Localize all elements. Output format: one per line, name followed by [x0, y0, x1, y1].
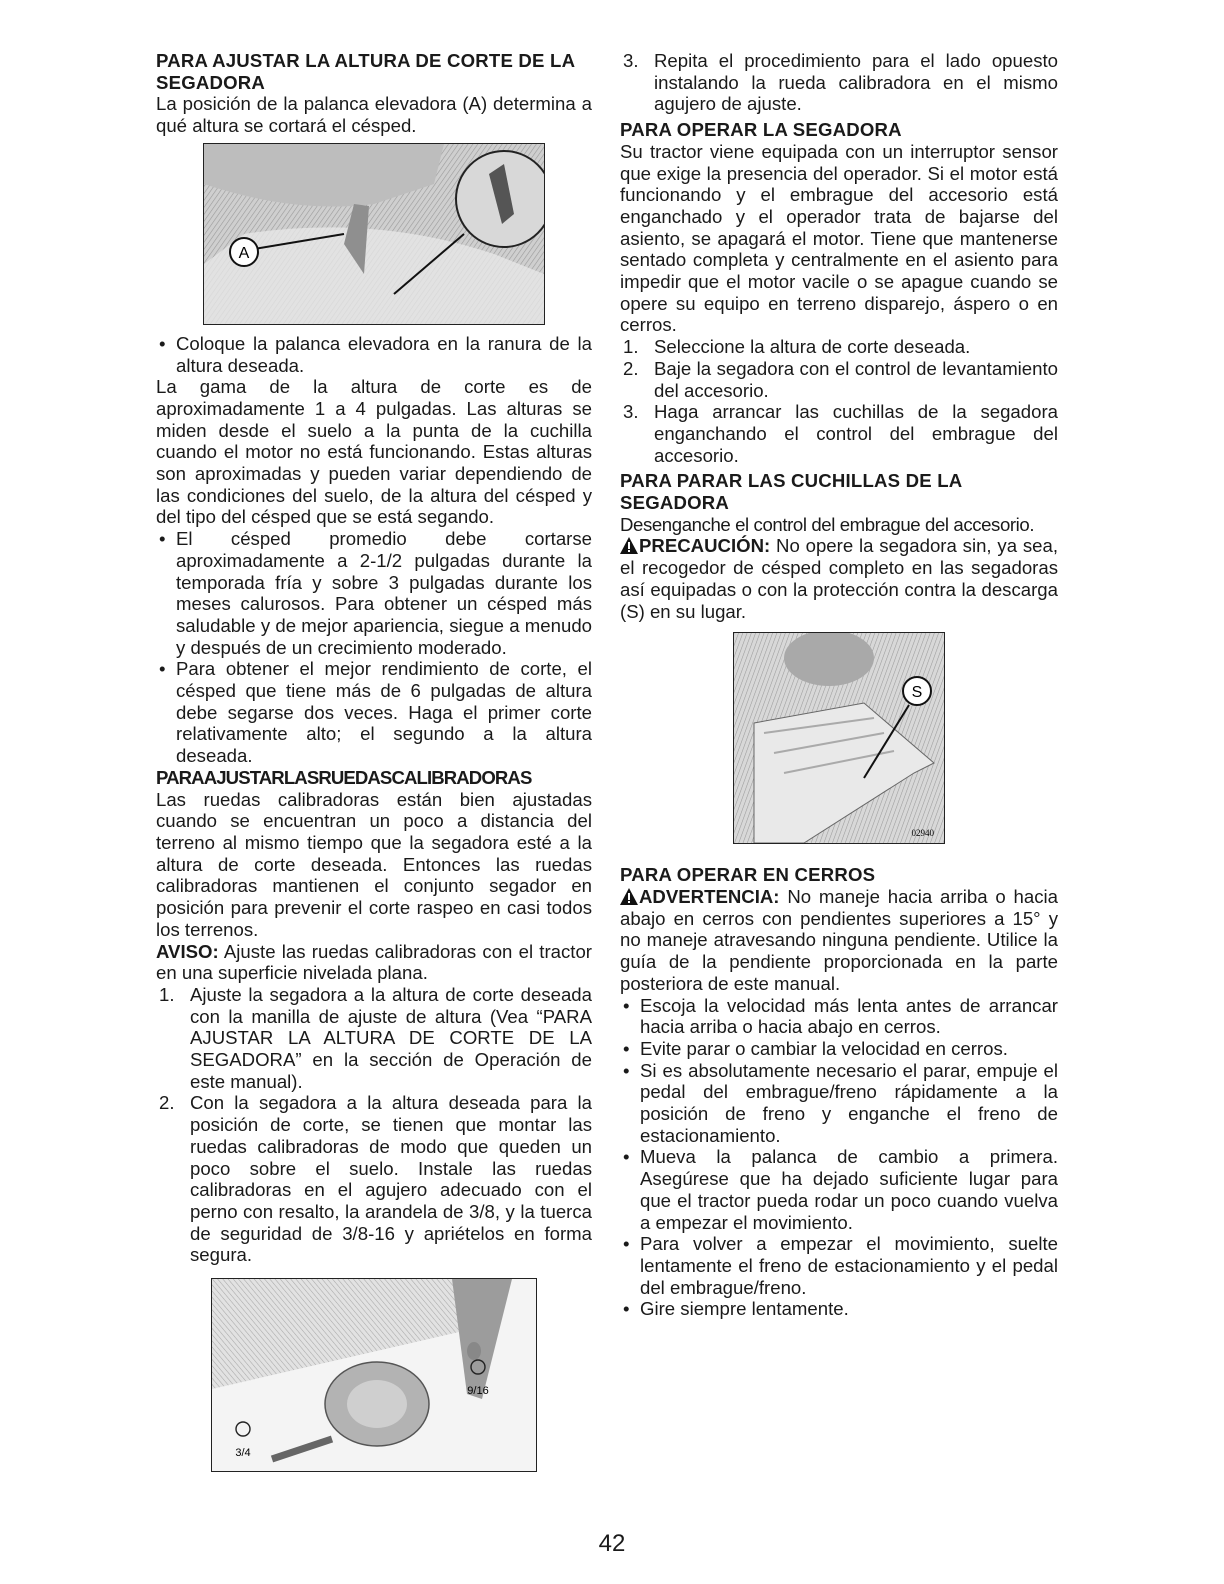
- gauge-paragraph: Las ruedas calibradoras están bien ajustadas cuando se encuentran un poco a distancia del terreno al mismo tiempo que la segadora esté a la altura de corte deseada. Entonces las ruedas calibradoras mantienen el conjunto segador en posición para prevenir el corte raspeo en casi todos los terrenos.: [156, 788, 592, 940]
- figure-gauge-wheel: [211, 1278, 537, 1472]
- operar-paragraph: Su tractor viene equipada con un interruptor sensor que exige la presencia del operador. Si el motor está funcionando y el embrague del accesorio está enganchado y el operador trata de bajarse del asiento, se apagará el motor. Tiene que mantenerse sentado completa y centralmente en el asiento para impedir que el motor vacile o se apague cuando se opere su equipo en terreno disparejo, áspero o en cerros.: [620, 140, 1058, 336]
- gauge-steps-list: [156, 984, 592, 1266]
- gauge-step-3: [620, 50, 1058, 115]
- heading-parar-cuchillas: PARA PARAR LAS CUCHILLAS DE LA SEGADORA: [620, 470, 962, 514]
- lift-lever-illustration: [204, 144, 544, 324]
- advertencia-label: ADVERTENCIA:: [639, 885, 780, 907]
- lever-bullet-list: [156, 333, 592, 376]
- advertencia-text: No maneje hacia arriba o hacia abajo en cerros con pendientes superiores a 15° y no maneje atravesando ninguna pendiente. Utilice la guía de la pendiente proporcionada en la parte posteriora de este manual.: [620, 885, 1058, 994]
- list-item: • Coloque la palanca elevadora en la ranura de la altura deseada.: [159, 332, 592, 376]
- heading-ruedas-calibradoras: PARAAJUSTARLASRUEDASCALIBRADORAS: [156, 766, 532, 788]
- list-item: 1. Ajuste la segadora a la altura de corte deseada con la manilla de ajuste de altura (Vea “PARA AJUSTAR LA ALTURA DE CORTE DE LA SEGADORA” en la sección de Operación de este manual).: [159, 983, 592, 1092]
- list-item: 2. Baje la segadora con el control de levantamiento del accesorio.: [623, 357, 1058, 401]
- operar-steps-list: [620, 336, 1058, 466]
- advertencia-paragraph: [620, 886, 1058, 995]
- list-item: • Evite parar o cambiar la velocidad en cerros.: [623, 1037, 1008, 1059]
- tips-bullet-list: [156, 528, 592, 767]
- range-paragraph: La gama de la altura de corte es de aproximadamente 1 a 4 pulgadas. Las alturas se miden desde el suelo a la punta de la cuchilla cuando el motor no está funcionando. Estas alturas son aproximadas y pueden variar dependiendo de las condiciones del suelo, de la altura del césped y del tipo del césped que se está segando.: [156, 376, 592, 528]
- precaucion-label: PRECAUCIÓN:: [639, 535, 771, 557]
- list-item: • Para obtener el mejor rendimiento de corte, el césped que tiene más de 6 pulgadas de altura debe segarse dos veces. Haga el primer corte relativamente alto; el segundo a la altura deseada.: [159, 658, 592, 767]
- list-item: • Escoja la velocidad más lenta antes de arrancar hacia arriba o hacia abajo en cerros.: [623, 994, 1058, 1038]
- parar-paragraph: Desenganche el control del embrague del accesorio.: [620, 513, 1035, 535]
- list-item: 1. Seleccione la altura de corte deseada.: [623, 336, 971, 358]
- list-item: • Para volver a empezar el movimiento, suelte lentamente el freno de estacionamiento y el pedal del embrague/freno.: [623, 1233, 1058, 1298]
- callout-a-label: A: [238, 244, 250, 262]
- list-item: 3. Repita el procedimiento para el lado opuesto instalando la rueda calibradora en el mismo agujero de ajuste.: [623, 50, 1058, 115]
- list-item: • Si es absolutamente necesario el parar, empuje el pedal del embrague/freno rápidamente a la posición de freno y enganche el freno de estacionamiento.: [623, 1059, 1058, 1146]
- wrench-size-9-16: 9/16: [467, 1385, 489, 1398]
- warning-triangle-icon: [620, 888, 638, 905]
- page-number: 42: [598, 1530, 626, 1557]
- callout-s-label: S: [911, 684, 923, 702]
- list-item: • Gire siempre lentamente.: [623, 1298, 849, 1320]
- right-column: [620, 50, 1058, 1320]
- heading-ajustar-altura: PARA AJUSTAR LA ALTURA DE CORTE DE LA SEGADORA: [156, 50, 575, 93]
- discharge-guard-illustration: [734, 633, 944, 843]
- heading-operar-cerros: PARA OPERAR EN CERROS: [620, 864, 876, 886]
- aviso-label: AVISO:: [156, 940, 219, 962]
- list-item: • El césped promedio debe cortarse aproximadamente a 2-1/2 pulgadas durante la temporada fría y sobre 3 pulgadas durante los meses calurosos. Para obtener un césped más saludable y de mejor apariencia, siegue a menudo y después de un crecimiento moderado.: [159, 528, 592, 658]
- figure-lift-lever: [203, 143, 545, 325]
- aviso-text: Ajuste las ruedas calibradoras con el tractor en una superficie nivelada plana.: [156, 940, 593, 984]
- list-item: 3. Haga arrancar las cuchillas de la segadora enganchando el control del embrague del accesorio.: [623, 401, 1058, 466]
- wrench-size-3-4: 3/4: [235, 1447, 251, 1460]
- heading-operar-segadora: PARA OPERAR LA SEGADORA: [620, 119, 902, 141]
- list-item: 2. Con la segadora a la altura deseada para la posición de corte, se tienen que montar las ruedas calibradoras de modo que queden un poco sobre el suelo. Instale las ruedas calibradoras en el agujero adecuado con el perno con resalto, la arandela de 3/8, y la tuerca de seguridad de 3/8-16 y apriételos en forma segura.: [159, 1092, 592, 1266]
- figure-code: 02940: [911, 828, 934, 839]
- left-column: [156, 50, 592, 1472]
- precaucion-paragraph: [620, 535, 1058, 622]
- figure-discharge-guard: [733, 632, 945, 844]
- aviso-paragraph: [156, 941, 592, 984]
- intro-paragraph: La posición de la palanca elevadora (A) determina a qué altura se cortará el césped.: [156, 93, 592, 137]
- cerros-bullet-list: [620, 995, 1058, 1321]
- warning-triangle-icon: [620, 537, 638, 554]
- list-item: • Mueva la palanca de cambio a primera. Asegúrese que ha dejado suficiente lugar para que el tractor pueda rodar un poco cuando vuelva a empezar el movimiento.: [623, 1146, 1058, 1233]
- precaucion-text: No opere la segadora sin, ya sea, el recogedor de césped completo en las segadoras así equipadas o con la protección contra la descarga (S) en su lugar.: [620, 535, 1058, 622]
- gauge-wheel-illustration: [212, 1279, 536, 1471]
